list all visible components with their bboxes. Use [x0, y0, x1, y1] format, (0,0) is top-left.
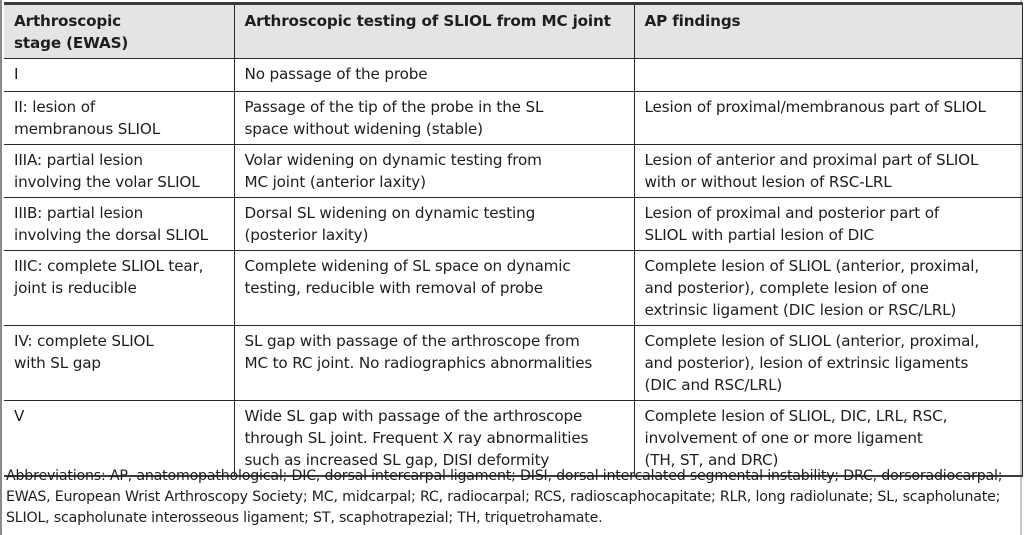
stage-cell: II: lesion of membranous SLIOL [4, 92, 234, 145]
header-ap-findings: AP findings [634, 4, 1022, 59]
testing-cell: Complete widening of SL space on dynamic testing, reducible with removal of probe [234, 251, 634, 326]
table-row [4, 251, 1022, 326]
testing-cell: No passage of the probe [234, 59, 634, 92]
testing-cell: Volar widening on dynamic testing from MC joint (anterior laxity) [234, 145, 634, 198]
stage-cell: IIIB: partial lesion involving the dorsal SLIOL [4, 198, 234, 251]
testing-cell: SL gap with passage of the arthroscope from MC to RC joint. No radiographics abnormalities [234, 326, 634, 401]
header-arthroscopic-stage: Arthroscopic stage (EWAS) [4, 4, 234, 59]
findings-cell [634, 59, 1022, 92]
footnote-line: SLIOL, scapholunate interosseous ligament; ST, scaphotrapezial; TH, triquetrohamate. [6, 510, 603, 526]
testing-cell: Dorsal SL widening on dynamic testing (posterior laxity) [234, 198, 634, 251]
footnote-line: EWAS, European Wrist Arthroscopy Society; MC, midcarpal; RC, radiocarpal; RCS, radioscaphocapitate; RLR, long radiolunate; SL, scapholunate; [6, 489, 1001, 505]
findings-cell: Lesion of proximal/membranous part of SLIOL [634, 92, 1022, 145]
findings-cell: Lesion of anterior and proximal part of SLIOL with or without lesion of RSC-LRL [634, 145, 1022, 198]
table-row [4, 198, 1022, 251]
findings-cell: Complete lesion of SLIOL (anterior, proximal, and posterior), lesion of extrinsic ligaments (DIC and RSC/LRL) [634, 326, 1022, 401]
stage-cell: IV: complete SLIOL with SL gap [4, 326, 234, 401]
table-row [4, 326, 1022, 401]
findings-cell: Lesion of proximal and posterior part of SLIOL with partial lesion of DIC [634, 198, 1022, 251]
abbreviations-footnote [6, 466, 1020, 529]
stage-cell: IIIA: partial lesion involving the volar SLIOL [4, 145, 234, 198]
stage-cell: I [4, 59, 234, 92]
ewas-staging-table [4, 2, 1023, 477]
findings-cell: Complete lesion of SLIOL, DIC, LRL, RSC, involvement of one or more ligament (TH, ST, and DRC) [634, 401, 1022, 477]
testing-cell: Passage of the tip of the probe in the SL space without widening (stable) [234, 92, 634, 145]
table-header-row [4, 4, 1022, 59]
findings-cell: Complete lesion of SLIOL (anterior, proximal, and posterior), complete lesion of one extrinsic ligament (DIC lesion or RSC/LRL) [634, 251, 1022, 326]
header-arthroscopic-testing: Arthroscopic testing of SLIOL from MC joint [234, 4, 634, 59]
table-row [4, 92, 1022, 145]
table-row [4, 401, 1022, 477]
stage-cell: IIIC: complete SLIOL tear, joint is reducible [4, 251, 234, 326]
stage-cell: V [4, 401, 234, 477]
table-row [4, 145, 1022, 198]
testing-cell: Wide SL gap with passage of the arthroscope through SL joint. Frequent X ray abnormalities such as increased SL gap, DISI deformity [234, 401, 634, 477]
table-row [4, 59, 1022, 92]
footnote-line: Abbreviations: AP, anatomopathological; DIC, dorsal intercarpal ligament; DISI, dorsal intercalated segmental instability; DRC, dorsoradiocarpal; [6, 468, 1003, 484]
